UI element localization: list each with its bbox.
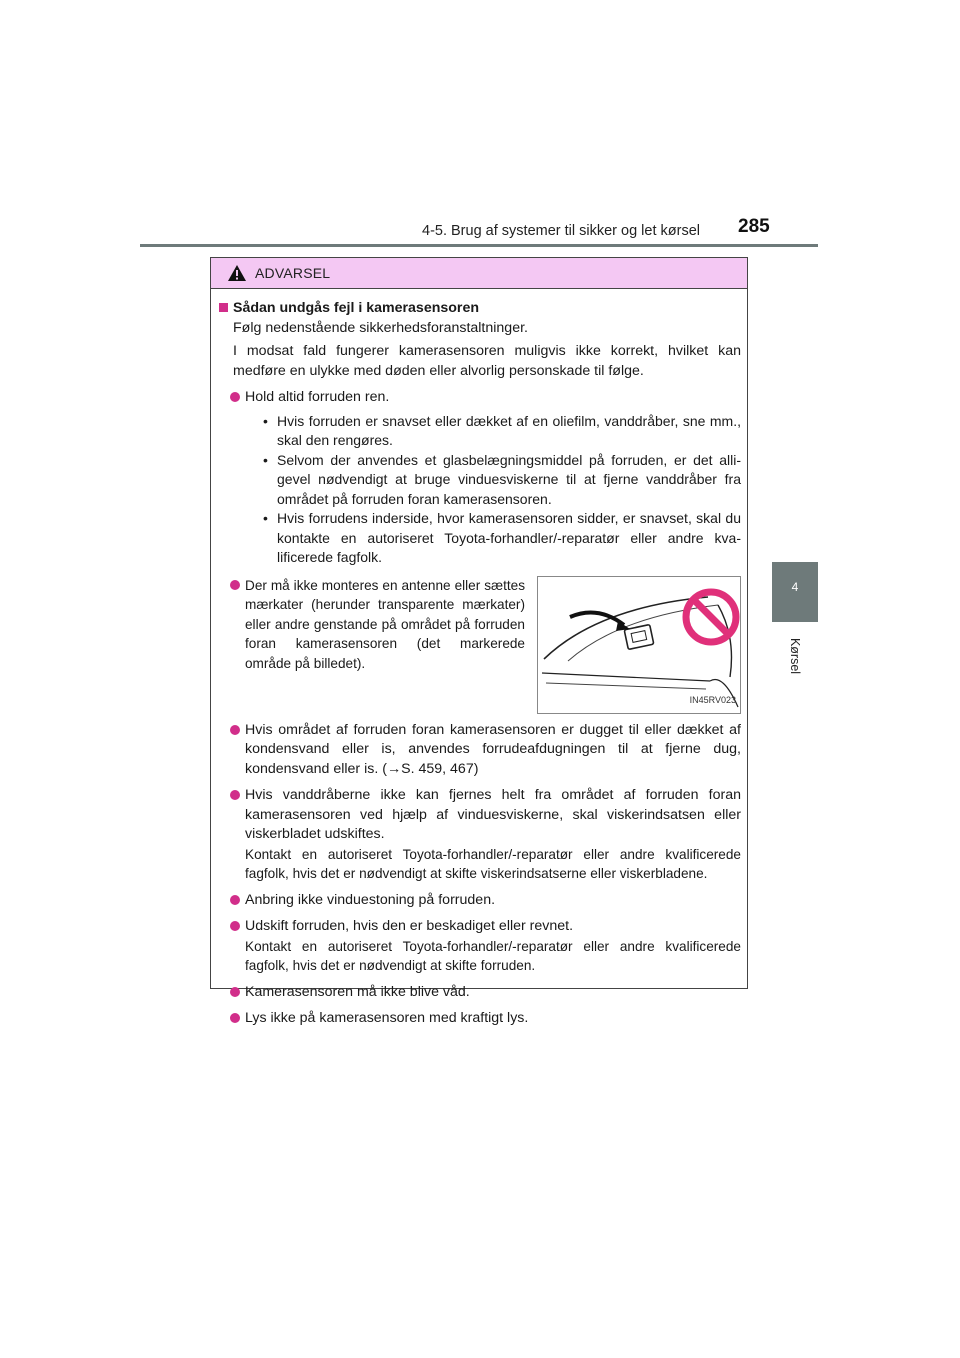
bullet-dot-icon	[230, 392, 240, 402]
sub-list	[263, 412, 741, 568]
bullet-dot-icon	[230, 1013, 240, 1023]
list-item	[230, 1009, 741, 1029]
list-item	[230, 891, 741, 911]
warning-title: ADVARSEL	[255, 265, 331, 281]
list-item	[230, 576, 525, 714]
intro-paragraph: Følg nedenstående sikkerhedsforanstaltninger.	[233, 319, 528, 336]
list-item-text: Hold altid forruden ren.	[245, 389, 390, 405]
chapter-tab: 4	[772, 562, 818, 622]
section-title: 4-5. Brug af systemer til sikker og let kørsel	[422, 223, 700, 239]
list-item	[230, 917, 741, 976]
bullet-dot-icon	[230, 790, 240, 800]
list-item-note: Kontakt en autoriseret Toyota-forhandler/-reparatør eller andre kvalificerede fagfolk, hvis det er nødvendigt at skifte forruden.	[245, 938, 741, 973]
chapter-label	[772, 633, 818, 679]
warning-header	[211, 258, 747, 289]
list-item-text: Der må ikke monteres en antenne eller sættes mærkater (herunder transparente mærkater) eller andre genstande på området på forruden foran kamerasensoren (det markerede område på billedet).	[245, 577, 525, 671]
warning-triangle-icon	[227, 264, 247, 282]
header-rule	[140, 244, 818, 247]
warning-body	[211, 289, 747, 1029]
bullet-dot-icon	[230, 895, 240, 905]
figure-code: IN45RV023	[689, 695, 736, 705]
intro-paragraph: I modsat fald fungerer kamerasensoren muligvis ikke korrekt, hvilket kan medføre en ulykke med døden eller alvorlig personskade til følge.	[233, 343, 741, 379]
bullet-dot-icon	[230, 921, 240, 931]
sub-list-item: • Hvis forrudens inderside, hvor kamerasensoren sidder, er snavset, skal du kontakte en autoriseret Toyota-forhandler/-reparatør eller andre kvalificerede fagfolk.	[263, 510, 741, 565]
list-item	[230, 983, 741, 1003]
list-item	[230, 786, 741, 884]
section-heading	[219, 299, 741, 319]
list-item	[230, 721, 741, 780]
list-item-note: Kontakt en autoriseret Toyota-forhandler/-reparatør eller andre kvalificerede fagfolk, hvis det er nødvendigt at skifte viskerindsatserne eller viskerbladene.	[245, 846, 741, 881]
sub-list-item: • Selvom der anvendes et glasbelægningsmiddel på forruden, er det alligevel nødvendigt at bruge vinduesviskerne til at fjerne vanddråber fra området på forruden foran kamerasensoren.	[263, 451, 741, 507]
windshield-illustration	[537, 576, 741, 714]
section-heading-text: Sådan undgås fejl i kamerasensoren	[233, 300, 480, 316]
page-number: 285	[738, 216, 770, 237]
square-bullet-icon	[219, 303, 228, 312]
list-item-text: Kamerasensoren må ikke blive våd.	[245, 983, 470, 1000]
list-item-text: Anbring ikke vinduestoning på forruden.	[245, 891, 496, 908]
figure-row	[219, 576, 741, 714]
bullet-dot-icon	[230, 725, 240, 735]
list-item	[230, 388, 741, 568]
list-item-text: Hvis vanddråberne ikke kan fjernes helt fra området af forruden foran kamerasensoren ved hjælp af vinduesviskerne, skal viskerindsatsen eller viskerbladet udskiftes.	[245, 787, 741, 842]
list-item-text: Hvis området af forruden foran kamerasensoren er dugget til eller dækket af kondensvand eller is, anvendes forrudeafdugningen til at fjerne dug, kondensvand eller is. (→S. 459, 467)	[245, 721, 741, 777]
sub-list-item: • Hvis forruden er snavset eller dækket af en oliefilm, vanddråber, sne mm., skal den rengøres.	[263, 412, 741, 448]
bullet-dot-icon	[230, 580, 240, 590]
list-item-text: Udskift forruden, hvis den er beskadiget eller revnet.	[245, 918, 574, 934]
chapter-label-text: Kørsel	[788, 637, 802, 675]
warning-box	[210, 257, 748, 1026]
bullet-dot-icon	[230, 987, 240, 997]
list-item-text: Lys ikke på kamerasensoren med kraftigt lys.	[245, 1010, 529, 1026]
